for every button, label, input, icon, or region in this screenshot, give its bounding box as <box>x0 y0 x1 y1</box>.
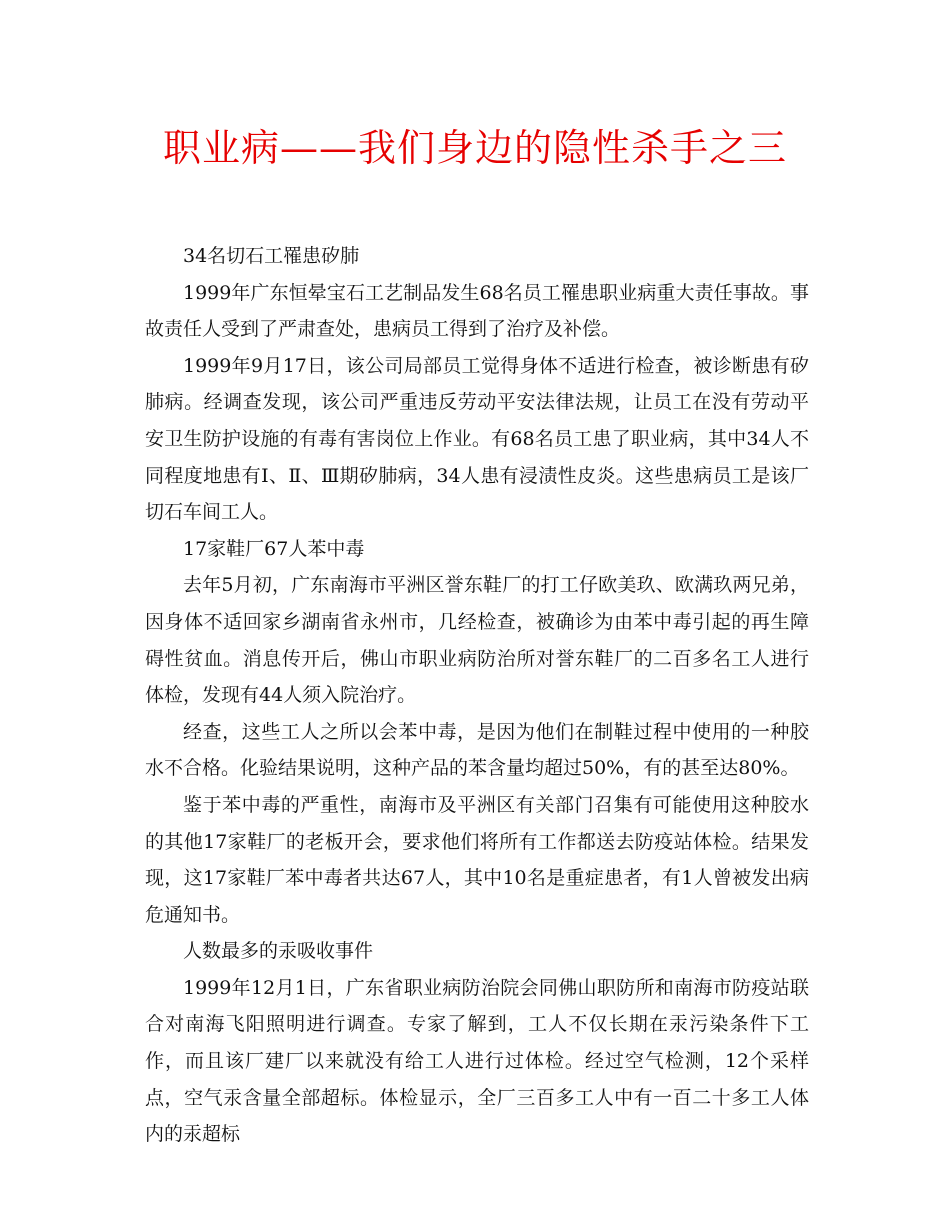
paragraph: 经查，这些工人之所以会苯中毒，是因为他们在制鞋过程中使用的一种胶水不合格。化验结果说明，这种产品的苯含量均超过50%，有的甚至达80%。 <box>145 720 809 780</box>
document-body <box>145 238 809 1153</box>
document-title: 职业病——我们身边的隐性杀手之三 <box>162 126 787 170</box>
paragraph: 1999年12月1日，广东省职业病防治院会同佛山职防所和南海市防疫站联合对南海飞阳照明进行调查。专家了解到，工人不仅长期在汞污染条件下工作，而且该厂建厂以来就没有给工人进行过体检。经过空气检测，12个采样点，空气汞含量全部超标。体检显示，全厂三百多工人中有一百二十多工人体内的汞超标 <box>145 976 809 1146</box>
section-heading-mercury: 人数最多的汞吸收事件 <box>183 940 374 963</box>
paragraph: 1999年9月17日，该公司局部员工觉得身体不适进行检查，被诊断患有矽肺病。经调查发现，该公司严重违反劳动平安法律法规，让员工在没有劳动平安卫生防护设施的有毒有害岗位上作业。有68名员工患了职业病，其中34人不同程度地患有Ⅰ、Ⅱ、Ⅲ期矽肺病，34人患有浸渍性皮炎。这些患病员工是该厂切石车间工人。 <box>145 354 809 524</box>
paragraph: 去年5月初，广东南海市平洲区誉东鞋厂的打工仔欧美玖、欧满玖两兄弟，因身体不适回家乡湖南省永州市，几经检查，被确诊为由苯中毒引起的再生障碍性贫血。消息传开后，佛山市职业病防治所对誉东鞋厂的二百多名工人进行体检，发现有44人须入院治疗。 <box>145 574 809 707</box>
paragraph: 1999年广东恒晕宝石工艺制品发生68名员工罹患职业病重大责任事故。事故责任人受到了严肃查处，患病员工得到了治疗及补偿。 <box>145 281 809 341</box>
section-heading-benzene: 17家鞋厂67人苯中毒 <box>183 537 365 560</box>
section-heading-silicosis: 34名切石工罹患矽肺 <box>183 245 360 267</box>
paragraph: 鉴于苯中毒的严重性，南海市及平洲区有关部门召集有可能使用这种胶水的其他17家鞋厂的老板开会，要求他们将所有工作都送去防疫站体检。结果发现，这17家鞋厂苯中毒者共达67人，其中10名是重症患者，有1人曾被发出病危通知书。 <box>145 793 809 926</box>
